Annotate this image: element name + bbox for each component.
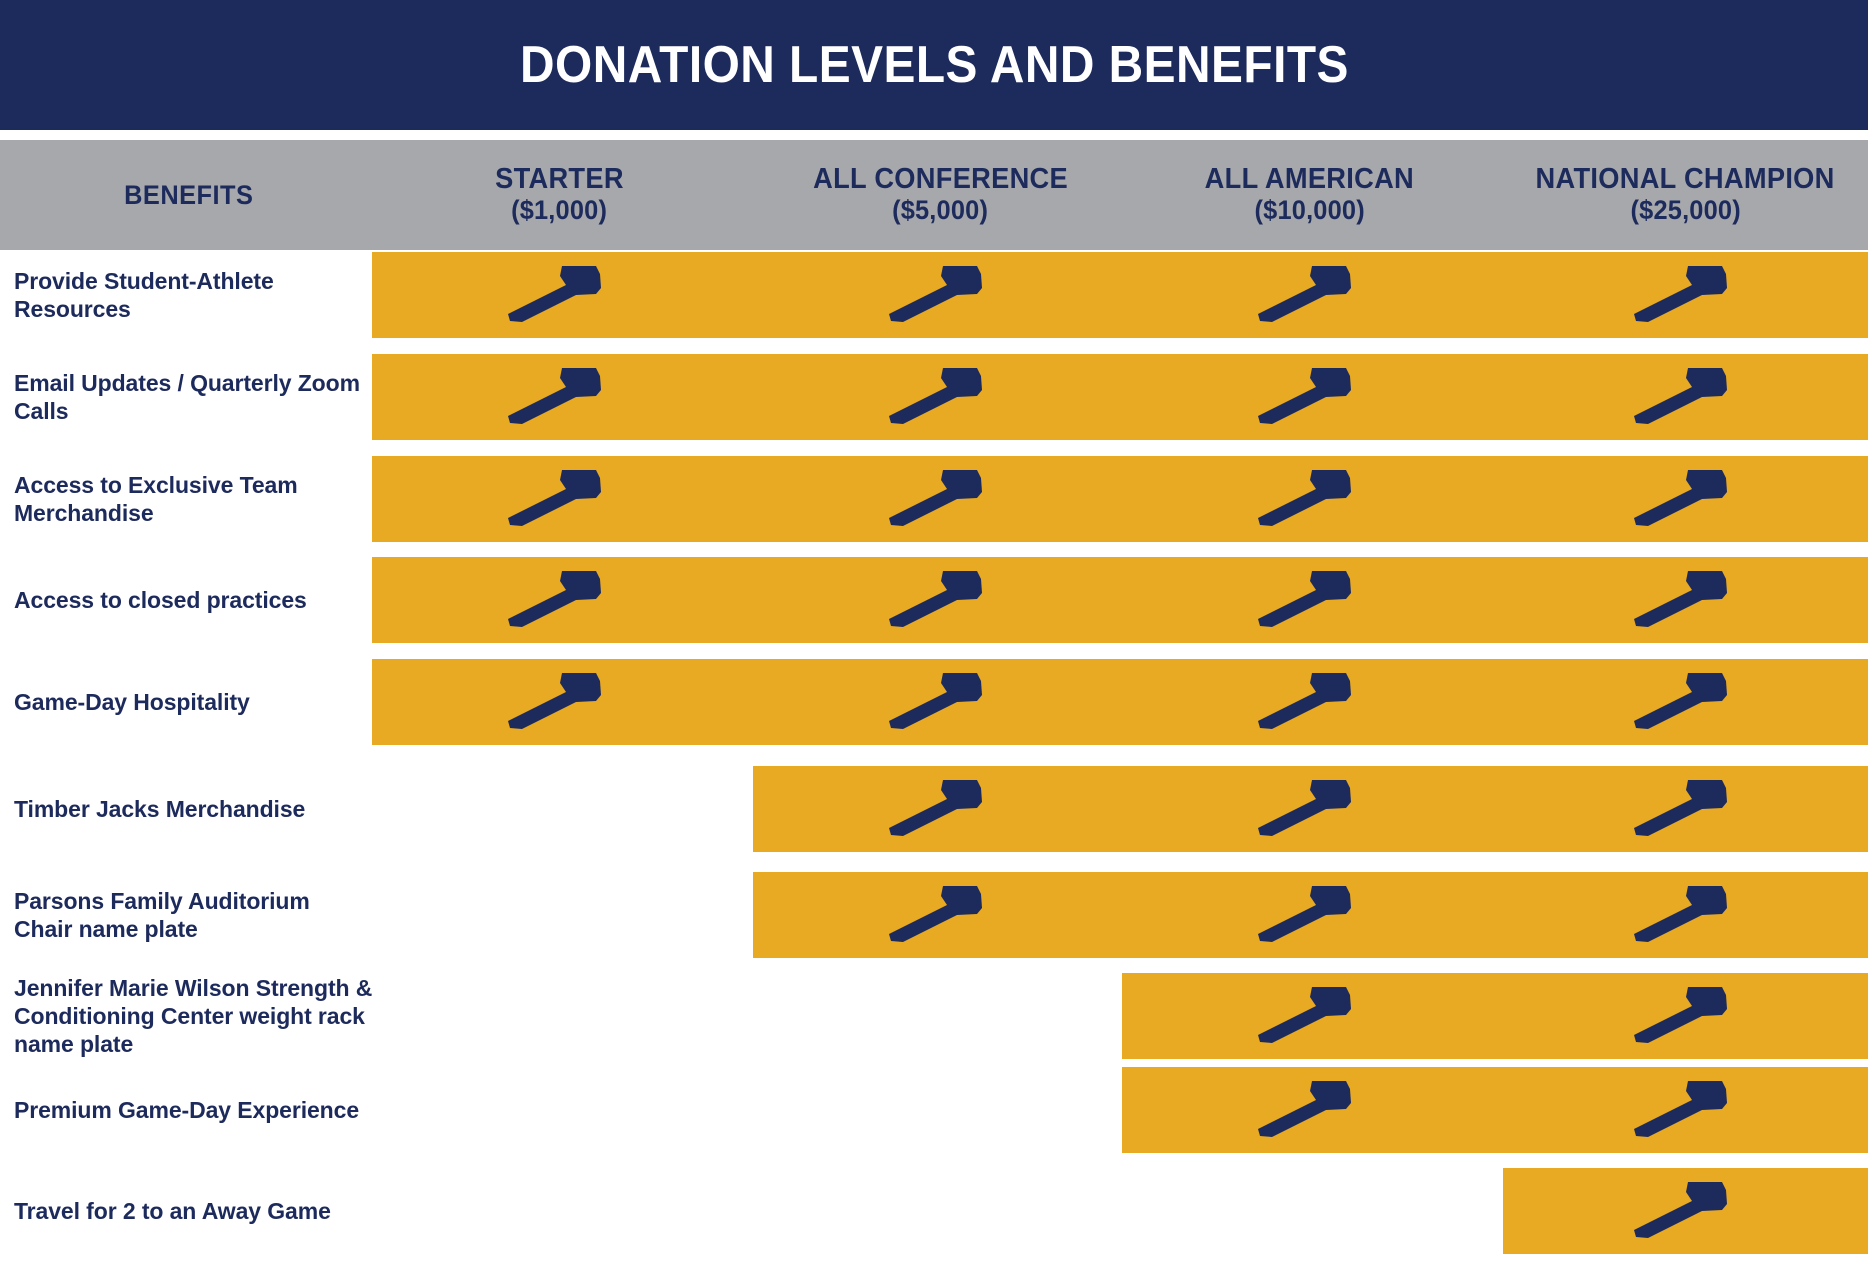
axe-icon [753, 456, 1128, 542]
axe-icon [1503, 872, 1868, 958]
axe-icon [753, 252, 1128, 338]
table-row [0, 872, 1868, 958]
axe-icon [1122, 659, 1497, 745]
axe-icon [753, 659, 1128, 745]
benefit-label: Game-Day Hospitality [14, 688, 250, 715]
axe-icon [372, 354, 747, 440]
axe-icon [1503, 659, 1868, 745]
benefit-label: Premium Game-Day Experience [14, 1096, 360, 1123]
header-benefits-cell [0, 140, 368, 250]
axe-icon [753, 872, 1128, 958]
level-amount: ($1,000) [511, 194, 608, 225]
axe-icon [1503, 1168, 1868, 1254]
axe-icon [372, 456, 747, 542]
level-amount: ($25,000) [1630, 194, 1741, 225]
benefit-label: Travel for 2 to an Away Game [14, 1197, 331, 1224]
level-amount: ($10,000) [1254, 194, 1365, 225]
table-row [0, 456, 1868, 542]
axe-icon [1122, 1067, 1497, 1153]
table-row [0, 1168, 1868, 1254]
axe-icon [1122, 456, 1497, 542]
axe-icon [1122, 354, 1497, 440]
axe-icon [753, 766, 1128, 852]
level-name: ALL AMERICAN [1204, 163, 1415, 196]
header-level-all-conference [753, 140, 1128, 250]
axe-icon [1503, 766, 1868, 852]
axe-icon [1503, 354, 1868, 440]
table-row [0, 766, 1868, 852]
axe-icon [1503, 252, 1868, 338]
benefit-label: Timber Jacks Merchandise [14, 795, 306, 822]
axe-icon [1503, 456, 1868, 542]
axe-icon [1503, 557, 1868, 643]
table-row [0, 973, 1868, 1059]
benefit-label: Access to Exclusive Team Merchandise [14, 471, 298, 526]
axe-icon [1122, 252, 1497, 338]
benefit-label: Access to closed practices [14, 586, 307, 613]
table-row [0, 659, 1868, 745]
axe-icon [1122, 766, 1497, 852]
table-header-row [0, 140, 1868, 250]
table-row [0, 354, 1868, 440]
table-row [0, 557, 1868, 643]
axe-icon [753, 354, 1128, 440]
axe-icon [1122, 973, 1497, 1059]
axe-icon [1503, 1067, 1868, 1153]
axe-icon [372, 252, 747, 338]
page-title: DONATION LEVELS AND BENEFITS [519, 36, 1349, 94]
header-level-all-american [1122, 140, 1497, 250]
axe-icon [753, 557, 1128, 643]
chart-title-bar [0, 0, 1868, 130]
header-level-national-champion [1503, 140, 1868, 250]
axe-icon [1503, 973, 1868, 1059]
header-benefits-label: BENEFITS [124, 179, 254, 210]
level-name: NATIONAL CHAMPION [1535, 163, 1836, 196]
level-name: ALL CONFERENCE [813, 163, 1068, 196]
table-row [0, 1067, 1868, 1153]
axe-icon [372, 557, 747, 643]
level-amount: ($5,000) [892, 194, 989, 225]
benefit-label: Provide Student-Athlete Resources [14, 267, 274, 322]
header-level-starter [372, 140, 747, 250]
axe-icon [1122, 872, 1497, 958]
table-row [0, 252, 1868, 338]
level-name: STARTER [495, 163, 624, 196]
benefit-label: Email Updates / Quarterly Zoom Calls [14, 369, 360, 424]
benefit-label: Jennifer Marie Wilson Strength & Conditioning Center weight rack name plate [14, 974, 373, 1058]
axe-icon [372, 659, 747, 745]
axe-icon [1122, 557, 1497, 643]
benefit-label: Parsons Family Auditorium Chair name plate [14, 887, 310, 942]
